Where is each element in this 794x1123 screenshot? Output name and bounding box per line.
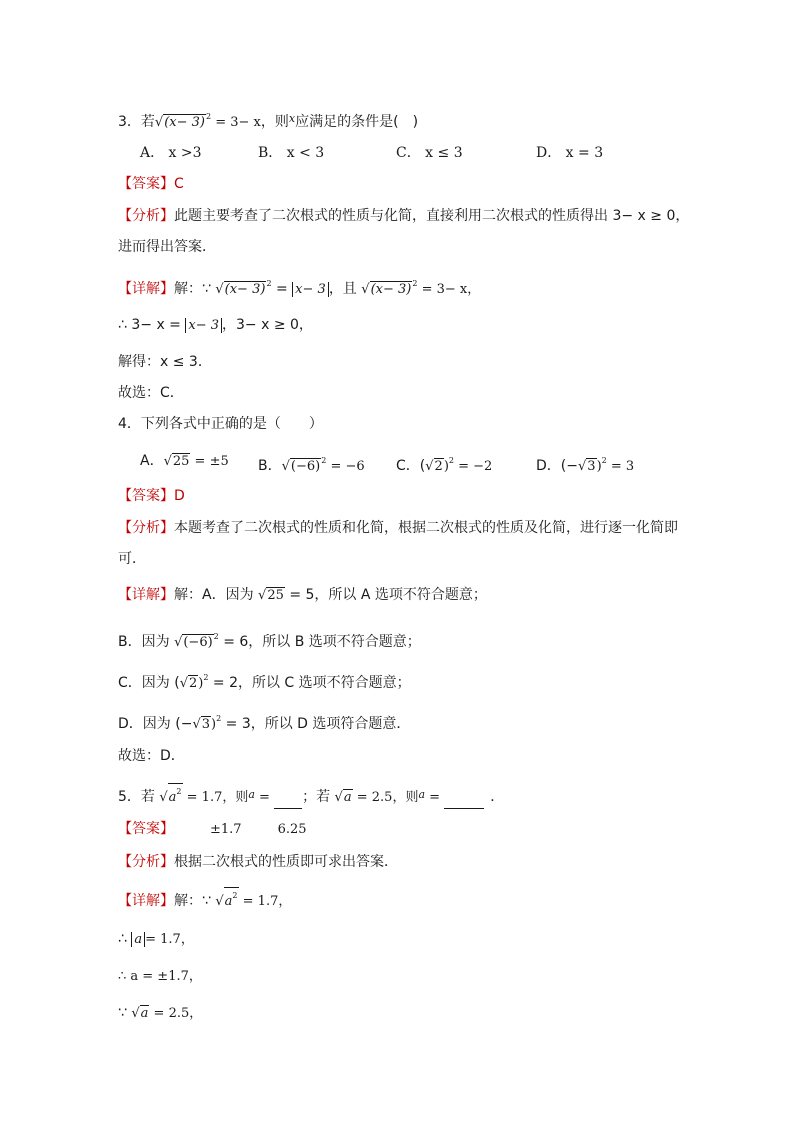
q5-blank-2[interactable] xyxy=(444,786,484,809)
q4-option-c: C．$(√2)^2 = -2$ xyxy=(396,456,493,474)
q5-stem: 5．若 $√a^2 = 1.7$，则$^a$ = ；若 √a = 2.5，则$^a$ = ． xyxy=(118,783,504,809)
q3-option-c: C． x ≤ 3 xyxy=(396,145,463,161)
q3-option-a: A． x >3 xyxy=(140,145,202,161)
q4-detail-a: 【详解】解：A．因为 √25 = 5，所以 A 选项不符合题意； xyxy=(118,587,487,603)
q3-analysis: 【分析】此题主要考查了二次根式的性质与化简，直接利用二次根式的性质得出 3− x ≥ 0， xyxy=(118,208,690,224)
q3-detail-1: 【详解】解：∵ $√(x- 3)^2 = x- 3$ ，且 $√(x- 3)^2 = 3- x$， xyxy=(118,279,481,297)
q4-answer: 【答案】D xyxy=(118,488,185,504)
q3-detail-2: ∴ 3− x = x− 3 ，3− x ≥ 0， xyxy=(118,317,313,333)
q4-detail-d: D．因为 $(-√3)^2 = 3$，所以 D 选项符合题意． xyxy=(118,714,411,732)
q5-analysis: 【分析】根据二次根式的性质即可求出答案． xyxy=(118,854,398,870)
q3-option-d: D． x = 3 xyxy=(536,145,604,161)
q3-detail-3: 解得：x ≤ 3． xyxy=(118,354,212,370)
q4-analysis-cont: 可． xyxy=(118,551,146,567)
q4-option-a: A．√25 = ±5 xyxy=(140,453,229,469)
q3-detail-4: 故选：C． xyxy=(118,385,184,401)
q3-stem: 3．若$√(x- 3)^2 = 3- x$，则$^x$应满足的条件是( ) xyxy=(118,112,419,130)
q5-detail-4: ∵ √a = 2.5， xyxy=(118,1005,203,1021)
q5-detail-1: 【详解】解：∵ $√a^2 = 1.7$， xyxy=(118,887,291,913)
q5-blank-1[interactable] xyxy=(274,786,302,809)
q5-detail-2: ∴ a = 1.7， xyxy=(118,931,194,947)
q4-choose: 故选：D． xyxy=(118,748,185,764)
q3-option-b: B． x < 3 xyxy=(258,145,325,161)
q4-detail-b: B．因为 $√(-6)^2 = 6$，所以 B 选项不符合题意； xyxy=(118,632,421,650)
q5-answer: 【答案】 ±1.7 6.25 xyxy=(118,821,307,837)
q3-expr: $√(x- 3)^2 = 3- x$ xyxy=(154,112,261,130)
q5-detail-3: ∴ a = ±1.7， xyxy=(118,969,202,984)
q4-analysis: 【分析】本题考查了二次根式的性质和化简，根据二次根式的性质及化简，进行逐一化简即 xyxy=(118,520,678,536)
q4-stem: 4．下列各式中正确的是（ ） xyxy=(118,416,323,432)
q4-detail-c: C．因为 $(√2)^2 = 2$，所以 C 选项不符合题意； xyxy=(118,673,411,691)
q4-option-b: B．$√(-6)^2 = -6$ xyxy=(258,456,365,474)
q3-analysis-cont: 进而得出答案． xyxy=(118,239,216,255)
q3-answer: 【答案】C xyxy=(118,176,184,192)
q4-option-d: D．$(-√3)^2 = 3$ xyxy=(536,456,635,474)
